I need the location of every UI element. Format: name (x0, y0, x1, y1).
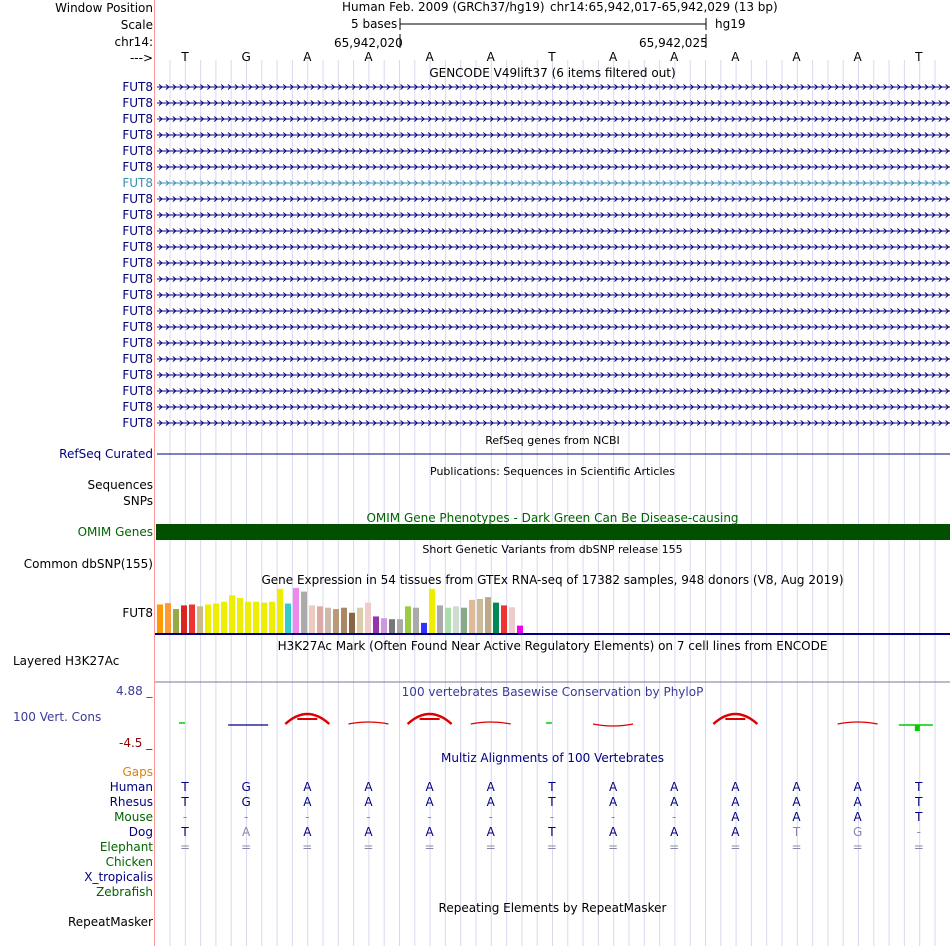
gtex-tissue-bar (485, 597, 491, 633)
alignment-base: - (366, 810, 371, 824)
gtex-tissue-bar (285, 604, 291, 633)
gtex-tissue-bar (357, 608, 363, 633)
gencode-gene-label[interactable]: FUT8 (122, 112, 153, 126)
dna-base: T (915, 50, 923, 64)
alignment-base: - (610, 810, 616, 824)
window-position-label: Window Position (55, 1, 153, 15)
gtex-tissue-bar (365, 603, 371, 633)
chrom-label: chr14: (114, 35, 153, 49)
coord-right: 65,942,025 (639, 36, 708, 50)
alignment-base: A (608, 780, 618, 794)
gtex-tissue-bar (253, 602, 259, 633)
species-label[interactable]: Dog (128, 825, 153, 839)
gencode-gene-label[interactable]: FUT8 (122, 384, 153, 398)
dna-base: A (670, 50, 679, 64)
species-label[interactable]: X_tropicalis (84, 870, 153, 884)
omim-track-title: OMIM Gene Phenotypes - Dark Green Can Be Disease-causing (366, 511, 739, 525)
alignment-base: = (852, 840, 863, 854)
alignment-base: A (853, 780, 862, 794)
alignment-base: = (608, 840, 619, 854)
assembly-text: Human Feb. 2009 (GRCh37/hg19) (342, 0, 545, 14)
dna-base: T (548, 50, 556, 64)
scale-label: Scale (120, 18, 153, 32)
gencode-gene-label[interactable]: FUT8 (122, 176, 153, 190)
gtex-tissue-bar (477, 599, 483, 633)
gtex-tissue-bar (213, 604, 219, 633)
phylop-track-title: 100 vertebrates Basewise Conservation by PhyloP (401, 685, 704, 699)
alignment-base: - (916, 825, 921, 839)
gencode-gene-label[interactable]: FUT8 (122, 128, 153, 142)
gtex-track-title: Gene Expression in 54 tissues from GTEx RNA-seq of 17382 samples, 948 donors (V8, Aug 2019) (261, 573, 844, 587)
gtex-gene-label[interactable]: FUT8 (122, 606, 153, 620)
alignment-base: A (608, 825, 618, 839)
gtex-tissue-bar (421, 623, 427, 633)
gencode-gene-label[interactable]: FUT8 (122, 352, 153, 366)
alignment-base: T (548, 825, 556, 839)
common-dbsnp-label[interactable]: Common dbSNP(155) (23, 557, 153, 571)
refseq-curated-label[interactable]: RefSeq Curated (59, 447, 153, 461)
gtex-tissue-bar (309, 605, 315, 633)
alignment-base: T (548, 795, 556, 809)
gencode-gene-label[interactable]: FUT8 (122, 336, 153, 350)
dna-base: A (425, 50, 434, 64)
phylop-min-value: -4.5 _ (119, 736, 153, 750)
alignment-base: T (181, 780, 189, 794)
alignment-base: A (486, 780, 495, 794)
coord-left: 65,942,020 (334, 36, 403, 50)
alignment-base: = (546, 840, 557, 854)
species-label[interactable]: Chicken (105, 855, 153, 869)
h3k27ac-track-title: H3K27Ac Mark (Often Found Near Active Regulatory Elements) on 7 cell lines from ENCODE (277, 639, 828, 653)
layered-h3k27ac-label[interactable]: Layered H3K27Ac (13, 654, 120, 668)
gtex-tissue-bar (317, 606, 323, 633)
gtex-tissue-bar (413, 608, 419, 633)
species-label[interactable]: Rhesus (109, 795, 153, 809)
gtex-tissue-bar (325, 608, 331, 633)
alignment-base: = (730, 840, 741, 854)
alignment-base: - (182, 810, 188, 824)
alignment-base: A (731, 795, 740, 809)
alignment-base: - (672, 810, 677, 824)
alignment-base: - (549, 810, 555, 824)
gtex-tissue-bar (493, 603, 499, 633)
alignment-base: A (364, 780, 373, 794)
alignment-base: A (792, 795, 801, 809)
gencode-gene-label[interactable]: FUT8 (122, 272, 153, 286)
db-text: hg19 (715, 17, 746, 31)
alignment-base: A (731, 825, 740, 839)
alignment-base: T (181, 825, 189, 839)
alignment-base: = (241, 840, 252, 854)
gaps-label[interactable]: Gaps (122, 765, 153, 779)
alignment-base: = (485, 840, 496, 854)
alignment-base: A (792, 780, 801, 794)
gencode-track-title: GENCODE V49lift37 (6 items filtered out) (429, 66, 676, 80)
alignment-base: A (425, 795, 434, 809)
alignment-base: A (425, 825, 434, 839)
gtex-tissue-bar (229, 595, 235, 633)
gencode-gene-label[interactable]: FUT8 (122, 400, 153, 414)
gtex-tissue-bar (165, 603, 171, 633)
gtex-tissue-bar (293, 588, 299, 633)
alignment-base: A (486, 825, 495, 839)
gencode-gene-label[interactable]: FUT8 (122, 208, 153, 222)
alignment-base: - (243, 810, 249, 824)
dna-base: A (608, 50, 618, 64)
alignment-base: T (548, 780, 556, 794)
dna-base: A (303, 50, 312, 64)
dna-base: A (853, 50, 862, 64)
repeatmasker-track-title: Repeating Elements by RepeatMasker (438, 901, 667, 915)
alignment-base: A (364, 795, 373, 809)
phylop-max-value: 4.88 _ (116, 684, 153, 698)
gencode-gene-label[interactable]: FUT8 (122, 256, 153, 270)
gtex-tissue-bar (469, 600, 475, 633)
alignment-base: A (853, 810, 862, 824)
species-label[interactable]: Zebrafish (96, 885, 153, 899)
gtex-tissue-bar (429, 589, 435, 633)
alignment-base: = (424, 840, 435, 854)
gtex-tissue-bar (397, 619, 403, 633)
omim-bar (156, 524, 950, 540)
alignment-base: A (425, 780, 434, 794)
alignment-base: = (302, 840, 313, 854)
gencode-gene-label[interactable]: FUT8 (122, 96, 153, 110)
gencode-gene-label[interactable]: FUT8 (122, 304, 153, 318)
alignment-base: A (670, 780, 679, 794)
phylop-label[interactable]: 100 Vert. Cons (13, 710, 102, 724)
gtex-tissue-bar (173, 609, 179, 633)
species-label[interactable]: Human (109, 780, 153, 794)
species-label[interactable]: Mouse (114, 810, 153, 824)
gtex-tissue-bar (389, 619, 395, 633)
dna-base: A (731, 50, 740, 64)
gencode-gene-label[interactable]: FUT8 (122, 368, 153, 382)
gtex-tissue-bar (445, 608, 451, 633)
omim-genes-label[interactable]: OMIM Genes (77, 525, 153, 539)
multiz-track-title: Multiz Alignments of 100 Vertebrates (440, 751, 665, 765)
dna-base: A (792, 50, 801, 64)
gtex-tissue-bar (157, 604, 163, 633)
scale-text: 5 bases (351, 17, 398, 31)
phylop-positive-block (915, 725, 920, 731)
gtex-tissue-bar (453, 606, 459, 633)
gtex-tissue-bar (269, 602, 275, 633)
alignment-base: T (915, 795, 923, 809)
gtex-tissue-bar (237, 598, 243, 633)
dna-base: T (181, 50, 189, 64)
alignment-base: A (731, 810, 740, 824)
gtex-tissue-bar (205, 604, 211, 633)
strand-label: ---> (129, 51, 153, 65)
gtex-tissue-bar (301, 592, 307, 633)
alignment-base: A (608, 795, 618, 809)
species-label[interactable]: Elephant (99, 840, 153, 854)
dna-base: A (486, 50, 495, 64)
alignment-base: = (791, 840, 802, 854)
gencode-gene-label[interactable]: FUT8 (122, 160, 153, 174)
gtex-tissue-bar (501, 605, 507, 633)
gtex-tissue-bar (341, 608, 347, 633)
gencode-gene-label[interactable]: FUT8 (122, 416, 153, 430)
phylop-small-peak (471, 722, 511, 724)
gencode-gene-label[interactable]: FUT8 (122, 80, 153, 94)
dna-base: G (241, 50, 251, 64)
alignment-base: A (242, 825, 251, 839)
alignment-base: A (731, 780, 740, 794)
gencode-gene-label[interactable]: FUT8 (122, 240, 153, 254)
alignment-base: T (792, 825, 801, 839)
alignment-base: = (179, 840, 191, 854)
gtex-tissue-bar (517, 626, 523, 633)
alignment-base: = (363, 840, 374, 854)
gtex-tissue-bar (373, 616, 379, 633)
gtex-tissue-bar (221, 602, 227, 633)
publications-track-title: Publications: Sequences in Scientific Articles (430, 465, 675, 478)
position-text: chr14:65,942,017-65,942,029 (13 bp) (550, 0, 778, 14)
gtex-tissue-bar (381, 618, 387, 633)
gtex-tissue-bar (197, 606, 203, 633)
alignment-base: T (915, 780, 923, 794)
alignment-base: - (305, 810, 310, 824)
alignment-base: A (303, 780, 312, 794)
refseq-track-title: RefSeq genes from NCBI (485, 434, 620, 447)
alignment-base: T (181, 795, 189, 809)
alignment-base: = (669, 840, 680, 854)
phylop-dip (593, 724, 633, 726)
snps-label[interactable]: SNPs (123, 494, 153, 508)
gtex-tissue-bar (261, 603, 267, 633)
alignment-base: G (241, 795, 251, 809)
gtex-tissue-bar (509, 607, 515, 633)
alignment-base: A (792, 810, 801, 824)
alignment-base: G (241, 780, 251, 794)
gtex-tissue-bar (461, 608, 467, 633)
sequences-label[interactable]: Sequences (87, 478, 153, 492)
gtex-tissue-bar (181, 605, 187, 633)
gtex-tissue-bar (437, 605, 443, 633)
gencode-gene-label[interactable]: FUT8 (122, 288, 153, 302)
repeatmasker-label[interactable]: RepeatMasker (67, 915, 153, 929)
alignment-base: A (670, 795, 679, 809)
alignment-base: A (853, 795, 862, 809)
alignment-base: A (364, 825, 373, 839)
alignment-base: A (303, 825, 312, 839)
alignment-base: A (486, 795, 495, 809)
gtex-tissue-bar (245, 602, 251, 633)
gtex-tissue-bar (349, 613, 355, 633)
alignment-base: T (915, 810, 923, 824)
alignment-base: = (913, 840, 924, 854)
dbsnp-track-title: Short Genetic Variants from dbSNP release 155 (422, 543, 683, 556)
alignment-base: - (427, 810, 432, 824)
gencode-gene-label[interactable]: FUT8 (122, 144, 153, 158)
gencode-gene-label[interactable]: FUT8 (122, 192, 153, 206)
gtex-tissue-bar (333, 609, 339, 633)
gtex-tissue-bar (189, 604, 195, 633)
alignment-base: A (670, 825, 679, 839)
gencode-gene-label[interactable]: FUT8 (122, 320, 153, 334)
gtex-tissue-bar (277, 589, 283, 633)
gtex-tissue-bar (405, 606, 411, 633)
alignment-base: A (303, 795, 312, 809)
alignment-base: G (852, 825, 863, 839)
dna-base: A (364, 50, 373, 64)
gencode-gene-label[interactable]: FUT8 (122, 224, 153, 238)
alignment-base: - (488, 810, 493, 824)
